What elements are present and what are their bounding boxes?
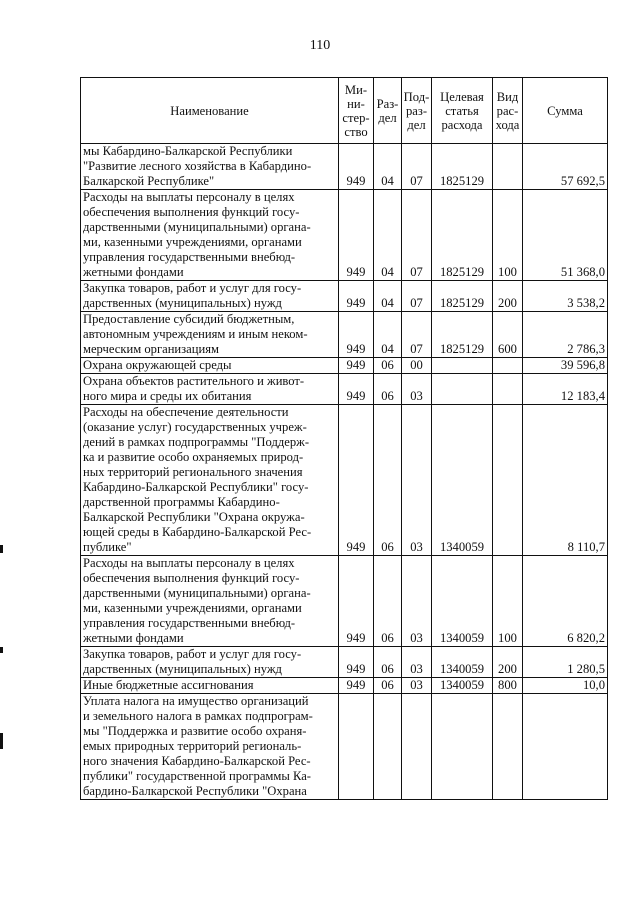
row-subsection: 07 [402,190,432,281]
row-subsection: 00 [402,358,432,374]
budget-table [80,77,608,800]
header-type: Вид рас- хода [493,78,523,144]
header-section: Раз- дел [374,78,402,144]
table-row [81,281,608,312]
row-ministry: 949 [339,678,374,694]
row-ministry: 949 [339,556,374,647]
row-section: 04 [374,144,402,190]
row-type: 200 [493,281,523,312]
row-target: 1825129 [432,190,493,281]
row-name: Охрана объектов растительного и живот- ного мира и среды их обитания [81,374,339,405]
margin-mark [0,733,3,749]
row-sum: 51 368,0 [523,190,608,281]
row-target [432,694,493,800]
row-sum: 2 786,3 [523,312,608,358]
header-ministry: Ми- ни- стер- ство [339,78,374,144]
row-name: Предоставление субсидий бюджетным, автономным учреждениям и иным неком- мерческим организациям [81,312,339,358]
table-row [81,405,608,556]
row-name: Расходы на выплаты персоналу в целях обеспечения выполнения функций госу- дарственными (муниципальными) органа- ми, казенными учреждениями, органами управления государственными внебюд- жетными фондами [81,190,339,281]
row-ministry: 949 [339,312,374,358]
row-target [432,374,493,405]
table-row [81,144,608,190]
table-row [81,312,608,358]
row-section: 04 [374,312,402,358]
row-subsection: 03 [402,678,432,694]
row-type: 100 [493,556,523,647]
row-target [432,358,493,374]
row-target: 1825129 [432,144,493,190]
row-ministry [339,694,374,800]
row-subsection: 03 [402,405,432,556]
row-name: Закупка товаров, работ и услуг для госу- дарственных (муниципальных) нужд [81,281,339,312]
row-sum: 39 596,8 [523,358,608,374]
table-row [81,647,608,678]
row-section: 06 [374,647,402,678]
row-type: 600 [493,312,523,358]
header-subsection: Под- раз- дел [402,78,432,144]
row-ministry: 949 [339,281,374,312]
row-ministry: 949 [339,405,374,556]
row-name: Расходы на выплаты персоналу в целях обеспечения выполнения функций госу- дарственными (муниципальными) органа- ми, казенными учреждениями, органами управления государственными внебюд- жетными фондами [81,556,339,647]
row-section: 06 [374,358,402,374]
row-subsection: 03 [402,647,432,678]
row-target: 1340059 [432,556,493,647]
row-ministry: 949 [339,647,374,678]
row-name: Уплата налога на имущество организаций и земельного налога в рамках подпрограм- мы "Поддержка и развитие особо охраня- емых природных территорий региональ- ного значения Кабардино-Балкарской Рес- публики" государственной программы Ка- бардино-Балкарской Республики "Охрана [81,694,339,800]
row-sum: 3 538,2 [523,281,608,312]
row-section: 06 [374,556,402,647]
row-subsection: 07 [402,281,432,312]
margin-mark [0,545,3,553]
row-type [493,358,523,374]
header-name: Наименование [81,78,339,144]
margin-mark [0,647,3,653]
header-target: Целевая статья расхода [432,78,493,144]
table-row [81,694,608,800]
row-section: 06 [374,678,402,694]
row-section: 06 [374,374,402,405]
row-type [493,144,523,190]
row-name: Расходы на обеспечение деятельности (оказание услуг) государственных учреж- дений в рамках подпрограммы "Поддерж- ка и развитие особо охраняемых природ- ных территорий регионального значения Кабардино-Балкарской Республики" госу- дарственной программы Кабардино- Балкарской Республики "Охрана окружа- ющей среды в Кабардино-Балкарской Рес- публике" [81,405,339,556]
row-sum: 12 183,4 [523,374,608,405]
row-section: 04 [374,190,402,281]
row-ministry: 949 [339,358,374,374]
row-sum: 10,0 [523,678,608,694]
row-subsection: 07 [402,312,432,358]
table-row [81,556,608,647]
row-sum: 57 692,5 [523,144,608,190]
row-ministry: 949 [339,374,374,405]
page-number: 110 [309,38,331,53]
row-target: 1825129 [432,281,493,312]
row-subsection: 03 [402,374,432,405]
row-target: 1825129 [432,312,493,358]
row-ministry: 949 [339,190,374,281]
row-section: 06 [374,405,402,556]
row-subsection: 03 [402,556,432,647]
row-sum [523,694,608,800]
row-target: 1340059 [432,405,493,556]
row-name: Закупка товаров, работ и услуг для госу- дарственных (муниципальных) нужд [81,647,339,678]
row-type: 200 [493,647,523,678]
table-row [81,358,608,374]
row-name: Иные бюджетные ассигнования [81,678,339,694]
row-name: Охрана окружающей среды [81,358,339,374]
row-section: 04 [374,281,402,312]
row-type: 100 [493,190,523,281]
header-sum: Сумма [523,78,608,144]
header-row [81,78,608,144]
row-target: 1340059 [432,647,493,678]
table-row [81,190,608,281]
row-type [493,405,523,556]
table-row [81,374,608,405]
table-row [81,678,608,694]
row-sum: 6 820,2 [523,556,608,647]
row-subsection [402,694,432,800]
row-type: 800 [493,678,523,694]
row-type [493,694,523,800]
row-name: мы Кабардино-Балкарской Республики "Развитие лесного хозяйства в Кабардино- Балкарской Республике" [81,144,339,190]
row-ministry: 949 [339,144,374,190]
row-type [493,374,523,405]
row-target: 1340059 [432,678,493,694]
row-subsection: 07 [402,144,432,190]
row-sum: 1 280,5 [523,647,608,678]
row-sum: 8 110,7 [523,405,608,556]
row-section [374,694,402,800]
